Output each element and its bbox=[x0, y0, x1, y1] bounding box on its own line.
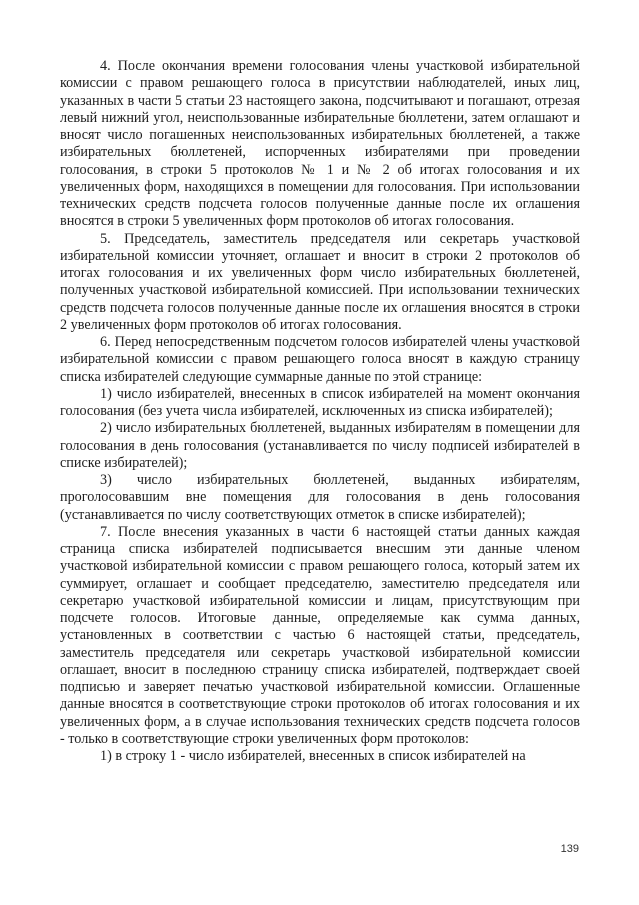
list-item-6-3: 3) число избирательных бюллетеней, выданных избирателям, проголосовавшим вне помещения для голосования в день голосования (устанавливается по числу соответствующих отметок в списке избирателей); bbox=[60, 472, 580, 523]
list-item-6-1: 1) число избирателей, внесенных в список избирателей на момент окончания голосования (без учета числа избирателей, исключенных из списка избирателей); bbox=[60, 385, 580, 419]
paragraph-part-7: 7. После внесения указанных в части 6 настоящей статьи данных каждая страница списка избирателей подписывается внесшим эти данные членом участковой избирательной комиссии с правом решающего голоса, который затем их суммирует, оглашает и сообщает председателю, заместителю председателя или секретарю участковой избирательной комиссии и лицам, присутствующим при подсчете голосов. Итоговые данные, определяемые как сумма данных, установленных в соответствии с частью 6 настоящей статьи, председатель, заместитель председателя или секретарь участковой избирательной комиссии оглашает, вносит в последнюю страницу списка избирателей, подтверждает своей подписью и заверяет печатью участковой избирательной комиссии. Оглашенные данные вносятся в соответствующие строки протоколов об итогах голосования и их увеличенных форм, а в случае использования технических средств подсчета голосов - только в соответствующие строки увеличенных форм протоколов: bbox=[60, 523, 580, 747]
list-item-6-2: 2) число избирательных бюллетеней, выданных избирателям в помещении для голосования в день голосования (устанавливается по числу подписей избирателей в списке избирателей); bbox=[60, 420, 580, 471]
paragraph-part-4: 4. После окончания времени голосования члены участковой избирательной комиссии с правом решающего голоса в присутствии наблюдателей, иных лиц, указанных в части 5 статьи 23 настоящего закона, подсчитывают и погашают, отрезая левый нижний угол, неиспользованные избирательные бюллетени, затем оглашают и вносят число погашенных неиспользованных избирательных бюллетеней, а также избирательных бюллетеней, испорченных избирателями при проведении голосования, в строки 5 протоколов № 1 и № 2 об итогах голосования и их увеличенных форм, находящихся в помещении для голосования. При использовании технических средств подсчета голосов полученные данные после их оглашения вносятся в строки 5 увеличенных форм протоколов об итогах голосования. bbox=[60, 58, 580, 230]
page-number: 139 bbox=[560, 843, 579, 855]
document-body bbox=[60, 58, 580, 765]
paragraph-part-6: 6. Перед непосредственным подсчетом голосов избирателей члены участковой избирательной комиссии с правом решающего голоса вносят в каждую страницу списка избирателей следующие суммарные данные по этой странице: bbox=[60, 334, 580, 385]
list-item-7-1: 1) в строку 1 - число избирателей, внесенных в список избирателей на bbox=[100, 748, 526, 764]
paragraph-part-5: 5. Председатель, заместитель председателя или секретарь участковой избирательной комиссии уточняет, оглашает и вносит в строки 2 протоколов об итогах голосования и их увеличенных форм число избирательных бюллетеней, полученных участковой избирательной комиссией. При использовании технических средств подсчета голосов полученные данные после их оглашения вносятся в строки 2 увеличенных форм протоколов об итогах голосования. bbox=[60, 230, 580, 333]
